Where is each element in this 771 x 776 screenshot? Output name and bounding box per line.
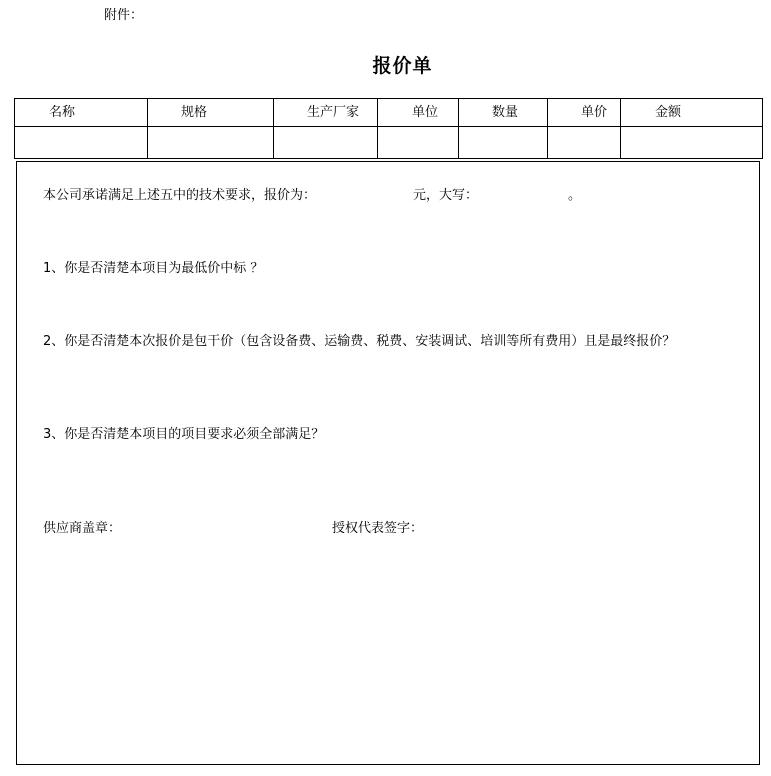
column-header-unit: 单位 [378, 99, 459, 127]
column-header-amount: 金额 [621, 99, 763, 127]
commitment-end: 。 [568, 188, 582, 203]
commitment-prefix: 本公司承诺满足上述五中的技术要求，报价为： [43, 188, 317, 203]
supplier-seal-label: 供应商盖章： [43, 521, 122, 536]
column-header-name: 名称 [15, 99, 148, 127]
cell-amount[interactable] [621, 127, 763, 159]
cell-name[interactable] [15, 127, 148, 159]
cell-spec[interactable] [148, 127, 274, 159]
cell-quantity[interactable] [459, 127, 548, 159]
terms-box [16, 161, 760, 765]
column-header-manufacturer: 生产厂家 [274, 99, 378, 127]
column-header-quantity: 数量 [459, 99, 548, 127]
table-header-row [15, 99, 763, 127]
cell-unit[interactable] [378, 127, 459, 159]
attachment-label: 附件： [104, 8, 144, 23]
question-1: 1、你是否清楚本项目为最低价中标 ？ [43, 261, 264, 276]
column-header-unit-price: 单价 [548, 99, 621, 127]
table-row [15, 127, 763, 159]
page-title: 报价单 [372, 55, 433, 77]
question-3: 3、你是否清楚本项目的项目要求必须全部满足？ [43, 427, 325, 442]
commitment-unit: 元，大写： [413, 188, 479, 203]
cell-manufacturer[interactable] [274, 127, 378, 159]
quote-table [14, 98, 763, 159]
cell-unit-price[interactable] [548, 127, 621, 159]
column-header-spec: 规格 [148, 99, 274, 127]
question-2: 2、你是否清楚本次报价是包干价（包含设备费、运输费、税费、安装调试、培训等所有费用）且是最终报价？ [43, 334, 676, 349]
authorized-rep-label: 授权代表签字： [332, 521, 424, 536]
